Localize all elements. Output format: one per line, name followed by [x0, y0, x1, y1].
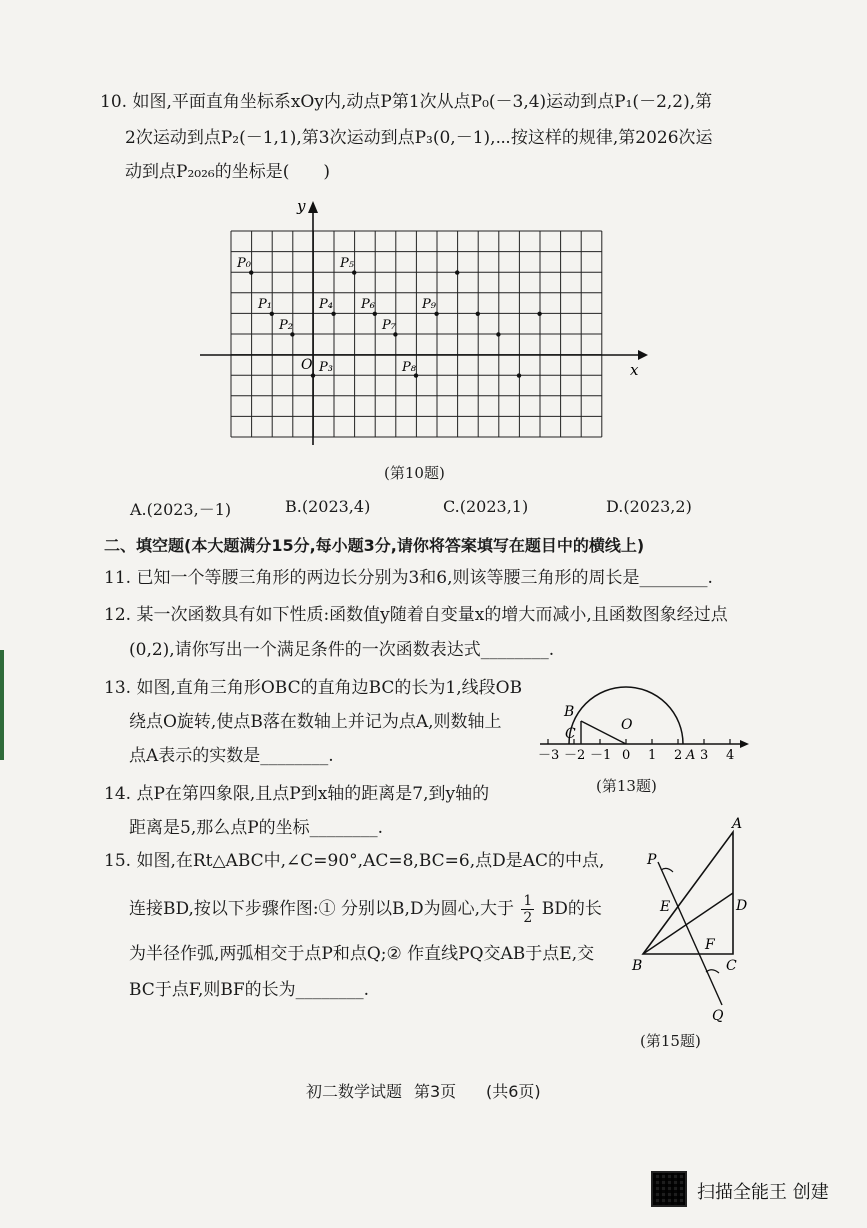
q10-label-p5: P₅	[340, 256, 354, 271]
q10-point	[476, 312, 480, 316]
q10-line-3: 动到点P₂₀₂₆的坐标是( )	[125, 162, 330, 182]
q11-text: 11. 已知一个等腰三角形的两边长分别为3和6,则该等腰三角形的周长是________.	[104, 568, 713, 588]
q15-fraction-numerator: 1	[523, 893, 533, 909]
q10-label-p9: P₉	[422, 297, 436, 312]
q10-line-1: 10. 如图,平面直角坐标系xOy内,动点P第1次从点P₀(－3,4)运动到点P₁(－2,2),第	[100, 92, 713, 112]
q10-point	[434, 312, 438, 316]
q13-line-1: 13. 如图,直角三角形OBC的直角边BC的长为1,线段OB	[104, 678, 523, 698]
q13-tick-label: －2	[564, 748, 586, 760]
q10-option-b[interactable]: B.(2023,4)	[285, 497, 371, 516]
q12-line-1: 12. 某一次函数具有如下性质:函数值y随着自变量x的增大而减小,且函数图象经过点	[104, 605, 728, 625]
q15-line-1: 15. 如图,在Rt△ABC中,∠C=90°,AC=8,BC=6,点D是AC的中点,	[104, 851, 605, 871]
scanner-watermark: 扫描全能王 创建	[697, 1182, 829, 1203]
q10-point	[455, 270, 459, 274]
q13-tick-label: －1	[590, 748, 612, 760]
footer-page: 第3页	[414, 1082, 457, 1101]
q15-line-2-start: 连接BD,按以下步骤作图:① 分别以B,D为圆心,大于	[129, 899, 514, 919]
q10-label-p8: P₈	[402, 360, 416, 375]
q10-label-p4: P₄	[319, 297, 333, 312]
q13-line-2: 绕点O旋转,使点B落在数轴上并记为点A,则数轴上	[129, 712, 502, 732]
q10-point	[270, 312, 274, 316]
q15-fraction-denominator: 2	[523, 910, 533, 926]
q10-option-a[interactable]: A.(2023,－1)	[130, 500, 232, 519]
q10-label-p7: P₇	[382, 318, 396, 333]
q10-y-axis-label: y	[297, 197, 306, 215]
q14-line-1: 14. 点P在第四象限,且点P到x轴的距离是7,到y轴的	[104, 784, 490, 804]
q13-label-a: A	[686, 748, 696, 760]
q10-label-p0: P₀	[237, 256, 251, 271]
q10-caption: (第10题)	[384, 464, 445, 482]
q15-label-q: Q	[712, 1008, 724, 1022]
q15-label-e: E	[660, 899, 671, 915]
qr-code-icon	[651, 1171, 687, 1207]
q15-line-4: BC于点F,则BF的长为________.	[129, 980, 370, 1000]
q10-grid-figure	[200, 195, 650, 450]
q12-line-2: (0,2),请你写出一个满足条件的一次函数表达式________.	[129, 640, 555, 660]
q10-point	[249, 270, 253, 274]
q13-tick-label: 2	[674, 748, 683, 760]
q13-tick-label: －3	[538, 748, 560, 760]
q15-triangle-figure	[630, 812, 755, 1022]
q10-point	[496, 332, 500, 336]
q10-line-2: 2次运动到点P₂(－1,1),第3次运动到点P₃(0,－1),⋯按这样的规律,第2026次运	[125, 128, 713, 148]
q14-line-2: 距离是5,那么点P的坐标________.	[129, 818, 384, 838]
q15-label-c: C	[726, 958, 737, 974]
q13-label-o: O	[621, 717, 633, 733]
q10-point	[331, 312, 335, 316]
q15-fraction	[521, 893, 534, 926]
q13-number-line-figure	[535, 672, 750, 760]
q15-label-a: A	[732, 816, 743, 832]
q15-label-b: B	[632, 958, 643, 974]
q10-point	[352, 270, 356, 274]
q10-label-p3: P₃	[319, 360, 333, 375]
q10-point	[373, 312, 377, 316]
q10-label-p6: P₆	[361, 297, 375, 312]
q13-label-c: C	[565, 726, 576, 742]
q15-label-p: P	[647, 852, 657, 868]
footer-total: (共6页)	[486, 1082, 541, 1101]
q15-line-2	[129, 893, 602, 926]
q15-line-3: 为半径作弧,两弧相交于点P和点Q;② 作直线PQ交AB于点E,交	[129, 944, 595, 964]
q10-point	[311, 373, 315, 377]
q10-option-d[interactable]: D.(2023,2)	[606, 497, 692, 516]
q13-line-3: 点A表示的实数是________.	[129, 746, 334, 766]
q15-label-f: F	[705, 937, 715, 953]
q10-label-p2: P₂	[279, 318, 293, 333]
q10-point	[517, 373, 521, 377]
q13-tick-label: 1	[648, 748, 657, 760]
q13-label-b: B	[564, 704, 575, 720]
q10-x-axis-label: x	[630, 361, 639, 379]
q15-caption: (第15题)	[640, 1032, 701, 1050]
q13-tick-label: 4	[726, 748, 735, 760]
q10-point	[537, 312, 541, 316]
q13-tick-label: 3	[700, 748, 709, 760]
footer-title: 初二数学试题	[306, 1082, 403, 1101]
q10-option-c[interactable]: C.(2023,1)	[443, 497, 529, 516]
q15-label-d: D	[736, 898, 748, 914]
section-2-heading: 二、填空题(本大题满分15分,每小题3分,请你将答案填写在题目中的横线上)	[104, 536, 645, 555]
scan-edge-mark	[0, 650, 4, 760]
q13-tick-label: 0	[622, 748, 631, 760]
q10-label-p1: P₁	[258, 297, 272, 312]
q15-line-2-end: BD的长	[541, 899, 602, 919]
q10-origin-label: O	[301, 357, 313, 373]
q13-caption: (第13题)	[596, 777, 657, 795]
